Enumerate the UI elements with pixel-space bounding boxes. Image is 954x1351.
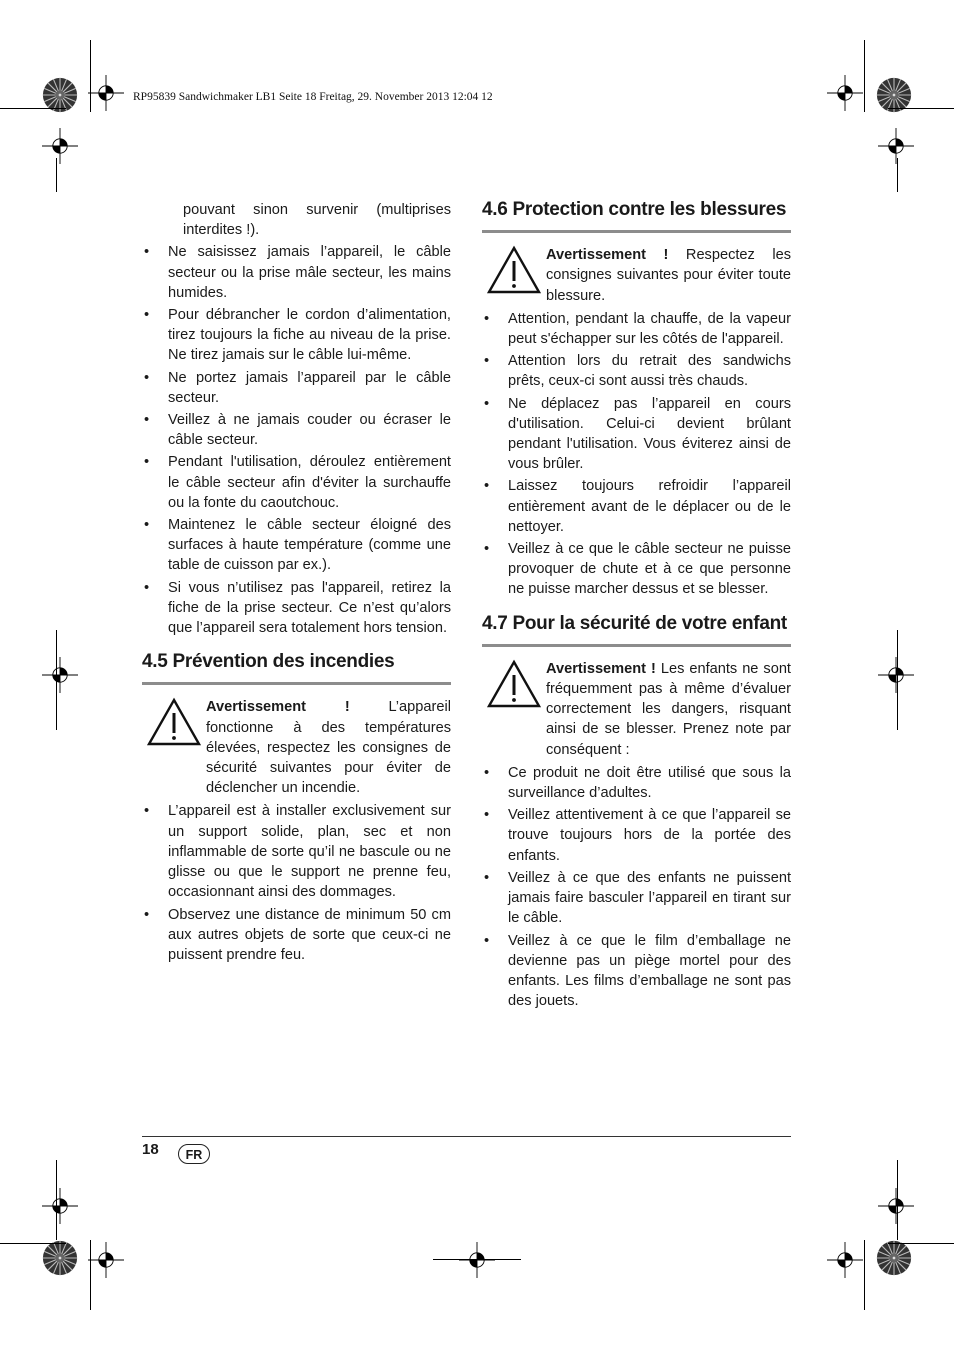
crop-line: [0, 1243, 66, 1244]
crosshair-registration-mark: [88, 1242, 124, 1278]
footer-divider: [142, 1136, 791, 1137]
warning-body: Les enfants ne sont fréquemment pas à même d’évaluer correctement les dangers, risquant ainsi de se blesser. Prenez note par conséquent :: [546, 660, 791, 758]
warning-block: [482, 245, 791, 306]
section-heading: 4.7 Pour la sécurité de votre enfant: [482, 614, 791, 647]
crosshair-registration-mark: [88, 75, 124, 111]
right-column: [482, 200, 791, 1013]
crop-line: [897, 1160, 898, 1240]
crosshair-registration-mark: [42, 128, 78, 164]
registration-color-wheel: [876, 1240, 912, 1276]
crop-line: [56, 630, 57, 730]
crop-line: [433, 1259, 521, 1260]
crop-line: [897, 158, 898, 192]
paragraph: pouvant sinon survenir (multiprises interdites !).: [183, 202, 451, 239]
crop-line: [888, 108, 954, 109]
list-item: • Ne déplacez pas l’appareil en cours d'utilisation. Celui-ci devient brûlant pendant l'utilisation. Vous éviterez ainsi de vous brûler.: [482, 394, 791, 475]
page-number: 18: [142, 1141, 159, 1158]
bullet-list: [142, 801, 451, 965]
warning-body: Respectez les consignes suivantes pour éviter toute blessure.: [546, 247, 791, 304]
print-header: RP95839 Sandwichmaker LB1 Seite 18 Freitag, 29. November 2013 12:04 12: [133, 91, 493, 103]
registration-color-wheel: [42, 1240, 78, 1276]
crosshair-registration-mark: [42, 657, 78, 693]
section-heading: 4.5 Prévention des incendies: [142, 652, 451, 685]
bullet-list: [482, 763, 791, 1011]
list-item: • Veillez à ne jamais couder ou écraser le câble secteur.: [142, 410, 451, 450]
crosshair-registration-mark: [878, 657, 914, 693]
crop-line: [864, 40, 865, 112]
warning-label: Avertissement !: [546, 247, 669, 264]
crosshair-registration-mark: [42, 1188, 78, 1224]
crop-line: [897, 630, 898, 730]
crosshair-registration-mark: [878, 1188, 914, 1224]
list-item: • Veillez à ce que des enfants ne puissent jamais faire basculer l’appareil en tirant sur le câble.: [482, 868, 791, 929]
crosshair-registration-mark: [827, 75, 863, 111]
list-item: • L’appareil est à installer exclusivement sur un support solide, plan, sec et non inflammable de sorte qu’il ne bascule ou ne glisse ou que le support ne prenne feu, occasionnant ainsi des dommages.: [142, 801, 451, 902]
list-item: • Veillez attentivement à ce que l’appareil se trouve toujours hors de la portée des enfants.: [482, 805, 791, 866]
list-item: • Attention, pendant la chauffe, de la vapeur peut s'échapper sur les côtés de l'appareil.: [482, 309, 791, 349]
section-heading: 4.6 Protection contre les blessures: [482, 200, 791, 233]
list-item: • Ne portez jamais l’appareil par le câble secteur.: [142, 368, 451, 408]
warning-block: [482, 659, 791, 760]
crop-line: [90, 40, 91, 112]
list-item: • Pour débrancher le cordon d’alimentation, tirez toujours la fiche au niveau de la prise. Ne tirez jamais sur le câble lui-même.: [142, 305, 451, 366]
list-item: • Laissez toujours refroidir l’appareil entièrement avant de le déplacer ou de le nettoyer.: [482, 476, 791, 537]
list-item: • Ce produit ne doit être utilisé que sous la surveillance d’adultes.: [482, 763, 791, 803]
warning-triangle-icon: [142, 697, 206, 747]
crop-line: [888, 1243, 954, 1244]
bullet-list: [142, 242, 451, 638]
warning-text: [546, 245, 791, 306]
list-item: • Si vous n’utilisez pas l'appareil, retirez la fiche de la prise secteur. Ce n’est qu’alors que l’appareil sera totalement hors tension.: [142, 578, 451, 639]
crop-line: [864, 1240, 865, 1310]
list-item: • Observez une distance de minimum 50 cm aux autres objets de sorte que ceux-ci ne puissent prendre feu.: [142, 905, 451, 966]
list-item: • Veillez à ce que le câble secteur ne puisse provoquer de chute et à ce que personne ne puisse marcher dessus et se blesser.: [482, 539, 791, 600]
warning-triangle-icon: [482, 659, 546, 709]
warning-block: [142, 697, 451, 798]
warning-label: Avertissement !: [206, 699, 350, 716]
warning-text: [206, 697, 451, 798]
bullet-list: [482, 309, 791, 600]
warning-label: Avertissement !: [546, 660, 656, 677]
crosshair-registration-mark: [878, 128, 914, 164]
list-item: • Maintenez le câble secteur éloigné des surfaces à haute température (comme une table de cuisson par ex.).: [142, 515, 451, 576]
crop-line: [90, 1240, 91, 1310]
crop-line: [0, 108, 66, 109]
warning-triangle-icon: [482, 245, 546, 295]
list-item: • Pendant l'utilisation, déroulez entièrement le câble secteur afin d'éviter la surchauffe ou la fonte du caoutchouc.: [142, 452, 451, 513]
crosshair-registration-mark: [827, 1242, 863, 1278]
language-badge: FR: [178, 1144, 210, 1164]
crop-line: [56, 158, 57, 192]
list-item: • Ne saisissez jamais l’appareil, le câble secteur ou la prise mâle secteur, les mains humides.: [142, 242, 451, 303]
left-column: [142, 200, 451, 967]
list-item: • Veillez à ce que le film d’emballage ne devienne pas un piège mortel pour des enfants. Les films d’emballage ne sont pas des jouets.: [482, 931, 791, 1012]
list-item: • Attention lors du retrait des sandwichs prêts, ceux-ci sont aussi très chauds.: [482, 351, 791, 391]
warning-text: [546, 659, 791, 760]
crosshair-registration-mark: [459, 1242, 495, 1278]
warning-body: L’appareil fonctionne à des températures élevées, respectez les consignes de sécurité suivantes pour éviter de déclencher un incendie.: [206, 699, 451, 797]
crop-line: [56, 1160, 57, 1240]
